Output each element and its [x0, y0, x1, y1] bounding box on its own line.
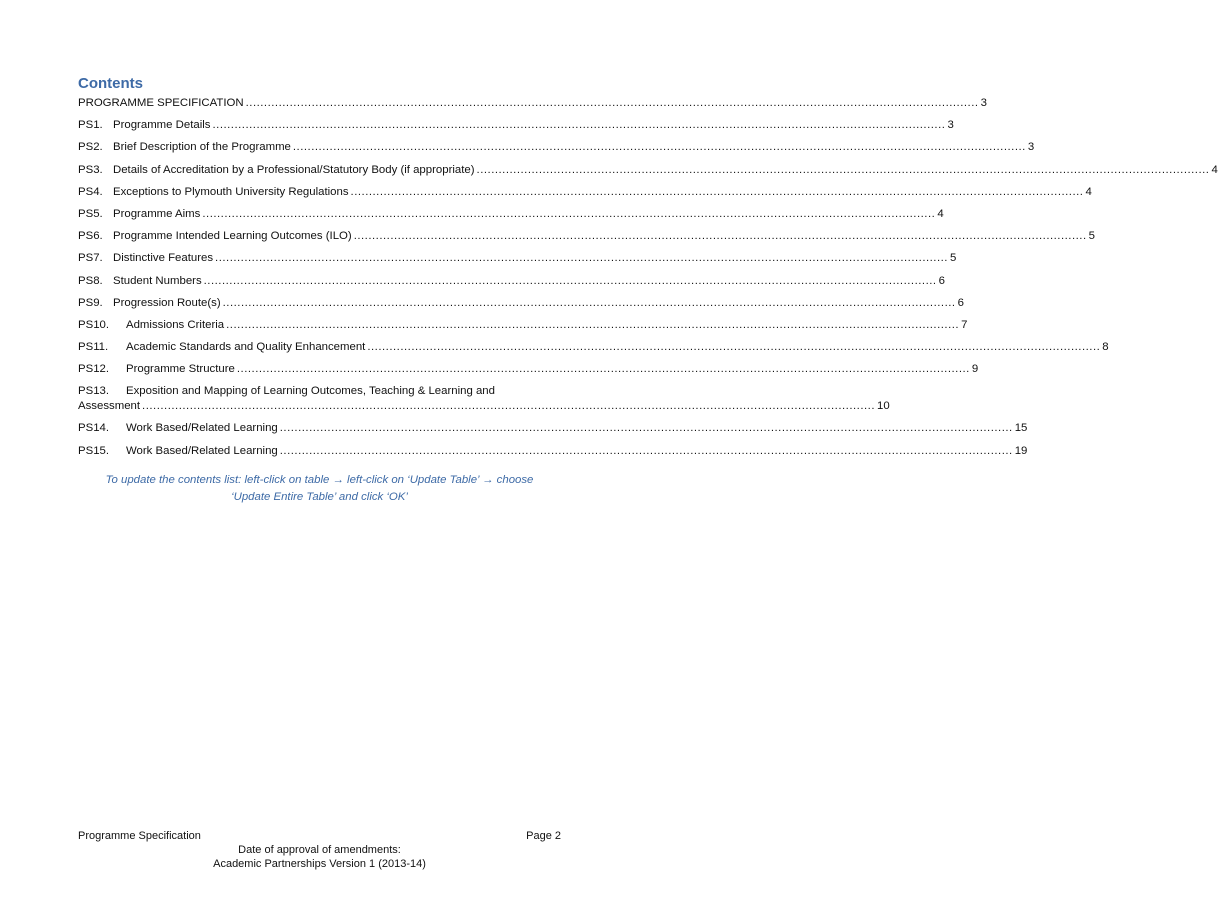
toc-entry-page: 4: [1085, 185, 1092, 198]
toc-entry-ps10[interactable]: [78, 318, 968, 340]
toc-entry-title: Admissions Criteria: [126, 318, 225, 331]
toc-entry-title: Academic Standards and Quality Enhancement: [126, 341, 366, 354]
toc-entry-ps15[interactable]: [78, 444, 1028, 466]
toc-leader-dots: ........................................................................................................................................................................................................: [292, 141, 1026, 154]
note-line-1: To update the contents list: left-click on table → left-click on ‘Update Table’ → choose: [105, 474, 534, 486]
toc-entry-page: 3: [980, 97, 987, 109]
toc-entry-number: PS8.: [78, 274, 103, 287]
toc-entry-title-continued: Assessment: [78, 400, 141, 413]
toc-entry-number: PS4.: [78, 185, 103, 198]
toc-entry-number: PS13.: [78, 385, 110, 398]
toc-entry-title: Progression Route(s): [113, 296, 221, 309]
toc-entry-title: Programme Aims: [113, 207, 201, 220]
toc-leader-dots: ........................................................................................................................................................................................................: [222, 296, 956, 309]
toc-entry-number: PS5.: [78, 207, 103, 220]
toc-entry-page: 10: [877, 400, 890, 413]
toc-entry-ps14[interactable]: [78, 421, 1028, 443]
toc-entry-ps8[interactable]: [78, 274, 945, 296]
toc-entry-title: Exceptions to Plymouth University Regulations: [113, 185, 349, 198]
toc-entry-title: Student Numbers: [113, 274, 202, 287]
toc-leader-dots: ........................................................................................................................................................................................................: [476, 163, 1210, 176]
toc-entry-number: PS2.: [78, 141, 103, 154]
toc-entry-number: PS1.: [78, 119, 103, 132]
toc-entry-title: Work Based/Related Learning: [126, 422, 278, 435]
toc-entry-ps6[interactable]: [78, 229, 1095, 251]
toc-leader-dots: ........................................................................................................................................................................................................: [279, 422, 1013, 435]
toc-entry-number: PS15.: [78, 444, 110, 457]
toc-entry-ps3[interactable]: [78, 163, 1218, 185]
toc-entry-title: PROGRAMME SPECIFICATION: [78, 97, 244, 109]
contents-heading: Contents: [78, 75, 143, 92]
toc-entry-page: 7: [961, 318, 968, 331]
toc-leader-dots: ........................................................................................................................................................................................................: [212, 119, 946, 132]
toc-entry-page: 8: [1102, 341, 1109, 354]
toc-entry-programme-specification[interactable]: [78, 96, 987, 118]
toc-entry-number: PS7.: [78, 252, 103, 265]
toc-leader-dots: ........................................................................................................................................................................................................: [353, 230, 1087, 243]
update-instructions-note: [78, 472, 561, 506]
toc-entry-number: PS9.: [78, 296, 103, 309]
note-line-2: ‘Update Entire Table’ and click ‘OK’: [231, 491, 408, 503]
toc-entry-page: 6: [938, 274, 945, 287]
toc-leader-dots: ........................................................................................................................................................................................................: [203, 274, 937, 287]
toc-entry-title: Details of Accreditation by a Professional/Statutory Body (if appropriate): [113, 163, 475, 176]
toc-leader-dots: ........................................................................................................................................................................................................: [215, 252, 948, 265]
toc-entry-page: 4: [1211, 163, 1218, 176]
footer-document-title: Programme Specification: [78, 830, 201, 842]
toc-entry-ps13[interactable]: [78, 384, 890, 421]
footer-page-number: Page 2: [526, 830, 561, 842]
toc-leader-dots: ........................................................................................................................................................................................................: [236, 363, 970, 376]
toc-leader-dots: ........................................................................................................................................................................................................: [245, 97, 979, 109]
toc-leader-dots: ........................................................................................................................................................................................................: [350, 185, 1084, 198]
toc-entry-ps12[interactable]: [78, 362, 979, 384]
toc-entry-title: Distinctive Features: [113, 252, 214, 265]
toc-entry-ps11[interactable]: [78, 340, 1109, 362]
toc-entry-number: PS11.: [78, 341, 109, 354]
toc-entry-title: Programme Intended Learning Outcomes (ILO): [113, 230, 352, 243]
toc-entry-ps1[interactable]: [78, 118, 954, 140]
toc-entry-title: Work Based/Related Learning: [126, 444, 278, 457]
toc-entry-number: PS12.: [78, 363, 110, 376]
toc-entry-page: 15: [1014, 422, 1028, 435]
toc-entry-number: PS14.: [78, 422, 110, 435]
toc-entry-ps7[interactable]: [78, 251, 957, 273]
footer-approval-date: Date of approval of amendments:: [238, 844, 401, 856]
footer-version: Academic Partnerships Version 1 (2013-14): [213, 858, 426, 870]
toc-entry-page: 5: [1088, 230, 1095, 243]
toc-entry-page: 3: [947, 119, 954, 132]
toc-entry-ps4[interactable]: [78, 185, 1092, 207]
toc-leader-dots: ........................................................................................................................................................................................................: [279, 444, 1013, 457]
toc-entry-ps5[interactable]: [78, 207, 944, 229]
toc-entry-page: 9: [971, 363, 979, 376]
toc-entry-page: 4: [937, 207, 944, 220]
toc-leader-dots: ........................................................................................................................................................................................................: [202, 207, 936, 220]
toc-entry-title: Programme Structure: [126, 363, 235, 376]
toc-entry-title: Exposition and Mapping of Learning Outcomes, Teaching & Learning and: [126, 385, 495, 398]
toc-entry-number: PS6.: [78, 230, 103, 243]
toc-entry-page: 3: [1027, 141, 1035, 154]
toc-entry-ps9[interactable]: [78, 296, 964, 318]
toc-entry-page: 5: [949, 252, 957, 265]
toc-leader-dots: ........................................................................................................................................................................................................: [367, 341, 1101, 354]
toc-leader-dots: ........................................................................................................................................................................................................: [226, 318, 960, 331]
toc-entry-title: Programme Details: [113, 119, 211, 132]
toc-entry-number: PS3.: [78, 163, 103, 176]
toc-entry-ps2[interactable]: [78, 140, 1035, 162]
toc-leader-dots: ........................................................................................................................................................................................................: [142, 400, 875, 413]
toc-entry-number: PS10.: [78, 318, 110, 331]
toc-entry-title: Brief Description of the Programme: [113, 141, 291, 154]
table-of-contents[interactable]: [78, 96, 1218, 466]
toc-entry-page: 19: [1014, 444, 1028, 457]
toc-entry-page: 6: [957, 296, 964, 309]
